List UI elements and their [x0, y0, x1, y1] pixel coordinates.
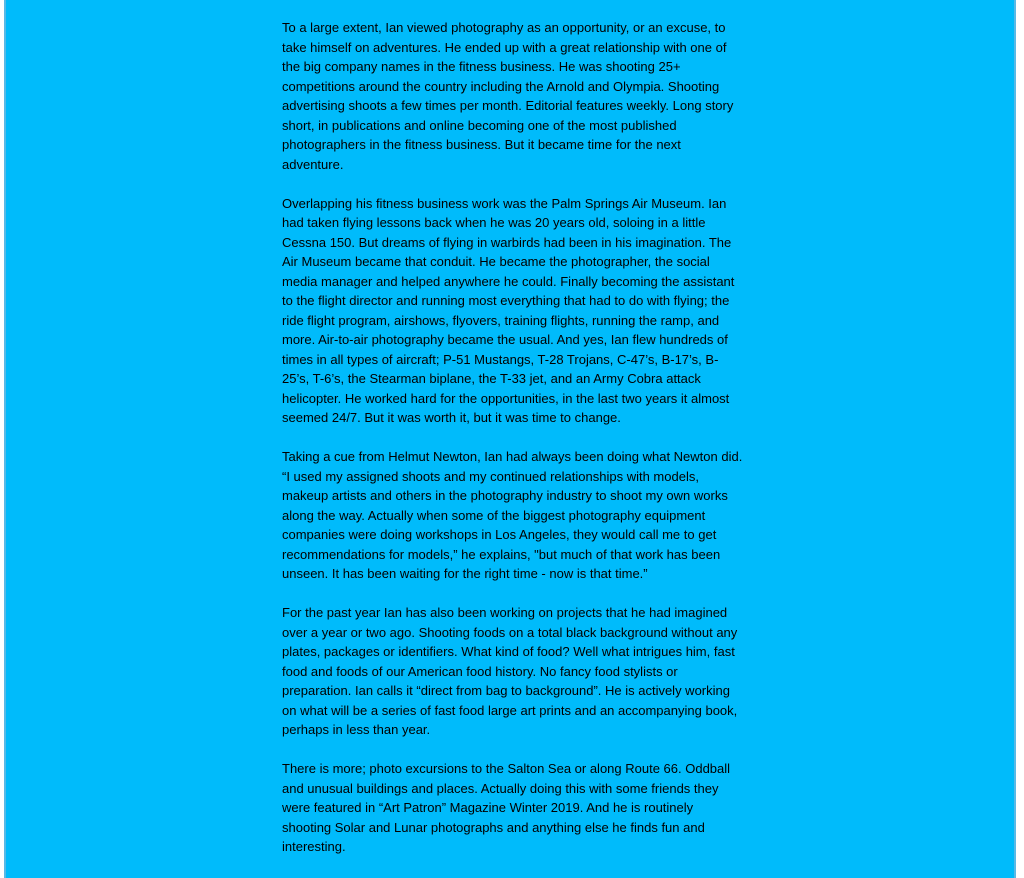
page-background — [4, 0, 1016, 878]
paragraph-fitness: To a large extent, Ian viewed photography as an opportunity, or an excuse, to take himself on adventures. He ended up with a great relationship with one of the big company names in the fitness business. He was shooting 25+ competitions around the country including the Arnold and Olympia. Shooting advertising shoots a few times per month. Editorial features weekly. Long story short, in publications and online becoming one of the most published photographers in the fitness business. But it became time for the next adventure. — [282, 20, 734, 172]
article-body — [282, 18, 744, 876]
paragraph-excursions: There is more; photo excursions to the Salton Sea or along Route 66. Oddball and unusual buildings and places. Actually doing this with some friends they were featured in “Art Patron” Magazine Winter 2019. And he is routinely shooting Solar and Lunar photographs and anything else he finds fun and interesting. — [282, 761, 731, 854]
paragraph-helmut-newton: Taking a cue from Helmut Newton, Ian had always been doing what Newton did. “I used my assigned shoots and my continued relationships with models, makeup artists and others in the photography industry to shoot my own works along the way. Actually when some of the biggest photography equipment companies were doing workshops in Los Angeles, they would call me to get recommendations for models,” he explains, "but much of that work has been unseen. It has been waiting for the right time - now is that time.” — [282, 449, 743, 581]
paragraph-air-museum: Overlapping his fitness business work was the Palm Springs Air Museum. Ian had taken flying lessons back when he was 20 years old, soloing in a little Cessna 150. But dreams of flying in warbirds had been in his imagination. The Air Museum became that conduit. He became the photographer, the social media manager and helped anywhere he could. Finally becoming the assistant to the flight director and running most everything that had to do with flying; the ride flight program, airshows, flyovers, training flights, running the ramp, and more. Air-to-air photography became the usual. And yes, Ian flew hundreds of times in all types of aircraft; P-51 Mustangs, T-28 Trojans, C-47’s, B-17’s, B-25’s, T-6’s, the Stearman biplane, the T-33 jet, and an Army Cobra attack helicopter. He worked hard for the opportunities, in the last two years it almost seemed 24/7. But it was worth it, but it was time to change. — [282, 195, 735, 425]
paragraph-food-project: For the past year Ian has also been working on projects that he had imagined over a year or two ago. Shooting foods on a total black background without any plates, packages or identifiers. What kind of food? Well what intrigues him, fast food and foods of our American food history. No fancy food stylists or preparation. Ian calls it “direct from bag to background”. He is actively working on what will be a series of fast food large art prints and an accompanying book, perhaps in less than year. — [282, 605, 738, 737]
